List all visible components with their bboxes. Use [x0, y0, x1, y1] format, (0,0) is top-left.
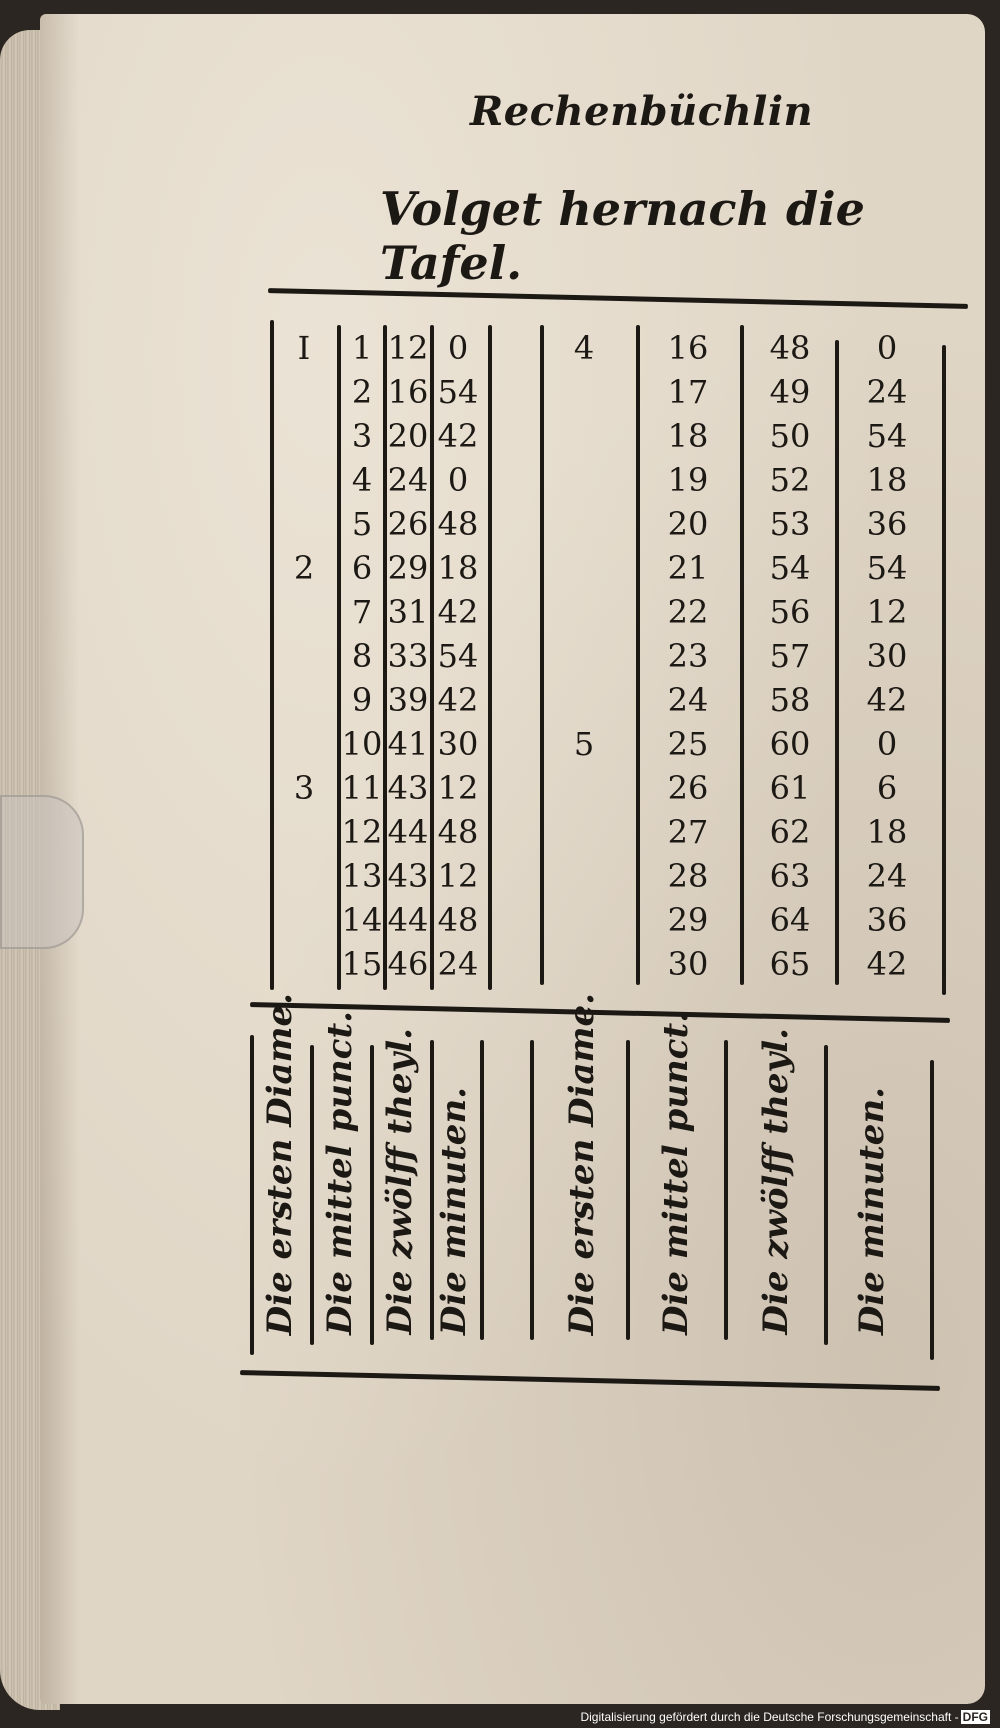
- table-cell: 3: [351, 417, 373, 455]
- table-cell: 9: [351, 681, 373, 719]
- table-cell: [548, 634, 620, 678]
- table-cell: 65: [769, 945, 811, 983]
- table-cell: 54: [866, 417, 908, 455]
- table-cell: 0: [447, 461, 469, 499]
- right-minuten-column: [845, 326, 929, 986]
- table-cell: 42: [437, 593, 479, 631]
- table-cell: 42: [866, 945, 908, 983]
- table-cell: 24: [667, 681, 709, 719]
- table-cell: 52: [769, 461, 811, 499]
- table-divider: [835, 340, 839, 985]
- table-cell: 17: [667, 373, 709, 411]
- left-mittel-column: [340, 326, 384, 986]
- left-diameter-column: [280, 326, 328, 986]
- table-cell: 54: [437, 373, 479, 411]
- table-cell: [280, 414, 328, 458]
- table-cell: 15: [341, 945, 383, 983]
- table-cell: [280, 634, 328, 678]
- right-diameter-column: [548, 326, 620, 986]
- table-cell: 12: [387, 329, 429, 367]
- table-cell: [280, 810, 328, 854]
- table-cell: 50: [769, 417, 811, 455]
- left-minuten-column: [432, 326, 484, 986]
- table-cell: 44: [387, 901, 429, 939]
- table-cell: 48: [437, 813, 479, 851]
- table-cell: 36: [866, 505, 908, 543]
- table-cell: 29: [667, 901, 709, 939]
- label-left-diameter: Die ersten Diame.: [260, 992, 300, 1335]
- table-cell: [548, 854, 620, 898]
- table-divider: [270, 320, 274, 990]
- table-cell: 4: [573, 329, 595, 367]
- table-cell: 2: [351, 373, 373, 411]
- table-cell: 18: [667, 417, 709, 455]
- table-cell: 12: [437, 857, 479, 895]
- table-cell: 20: [387, 417, 429, 455]
- table-cell: 60: [769, 725, 811, 763]
- table-cell: [548, 678, 620, 722]
- table-divider: [740, 325, 744, 985]
- table-cell: 30: [866, 637, 908, 675]
- table-cell: I: [297, 329, 311, 367]
- table-cell: [548, 942, 620, 986]
- table-cell: 22: [667, 593, 709, 631]
- table-cell: 25: [667, 725, 709, 763]
- table-cell: 54: [769, 549, 811, 587]
- table-cell: 30: [667, 945, 709, 983]
- table-cell: 24: [387, 461, 429, 499]
- column-labels: [0, 992, 1000, 1335]
- table-cell: 39: [387, 681, 429, 719]
- table-cell: 42: [437, 681, 479, 719]
- table-cell: 58: [769, 681, 811, 719]
- table-cell: 14: [341, 901, 383, 939]
- table-cell: 12: [866, 593, 908, 631]
- table-cell: [280, 458, 328, 502]
- table-divider: [942, 345, 946, 995]
- table-cell: 63: [769, 857, 811, 895]
- table-cell: 64: [769, 901, 811, 939]
- table-cell: 43: [387, 769, 429, 807]
- table-cell: 53: [769, 505, 811, 543]
- table-cell: 62: [769, 813, 811, 851]
- table-cell: 21: [667, 549, 709, 587]
- digitization-footer: [576, 1710, 994, 1724]
- table-cell: 26: [667, 769, 709, 807]
- table-cell: 4: [351, 461, 373, 499]
- table-cell: 18: [866, 813, 908, 851]
- table-cell: [548, 370, 620, 414]
- table-cell: 18: [437, 549, 479, 587]
- label-left-zwoelff: Die zwölff theyl.: [380, 1028, 420, 1335]
- table-cell: [548, 898, 620, 942]
- footer-text: Digitalisierung gefördert durch die Deutsche Forschungsgemeinschaft -: [580, 1710, 959, 1724]
- table-cell: [280, 942, 328, 986]
- table-cell: [280, 678, 328, 722]
- table-cell: 12: [437, 769, 479, 807]
- table-cell: 1: [351, 329, 373, 367]
- table-cell: 0: [876, 725, 898, 763]
- running-head: Rechenbüchlin: [470, 88, 814, 135]
- table-cell: [280, 854, 328, 898]
- table-cell: 16: [667, 329, 709, 367]
- table-cell: 33: [387, 637, 429, 675]
- table-cell: [280, 722, 328, 766]
- table-cell: 19: [667, 461, 709, 499]
- table-cell: 23: [667, 637, 709, 675]
- table-cell: 0: [447, 329, 469, 367]
- table-cell: 2: [293, 549, 315, 587]
- table-cell: [280, 502, 328, 546]
- table-cell: 24: [437, 945, 479, 983]
- dfg-logo: DFG: [962, 1710, 988, 1724]
- table-cell: 24: [866, 373, 908, 411]
- table-cell: [548, 546, 620, 590]
- table-cell: 3: [293, 769, 315, 807]
- table-cell: 11: [341, 769, 383, 807]
- table-cell: 49: [769, 373, 811, 411]
- table-cell: [280, 370, 328, 414]
- table-cell: 30: [437, 725, 479, 763]
- table-cell: 16: [387, 373, 429, 411]
- label-left-mittel: Die mittel punct.: [320, 1010, 360, 1335]
- table-cell: 24: [866, 857, 908, 895]
- table-cell: 48: [437, 505, 479, 543]
- table-cell: [548, 502, 620, 546]
- table-cell: [548, 590, 620, 634]
- table-cell: 46: [387, 945, 429, 983]
- table-cell: [548, 458, 620, 502]
- table-cell: 29: [387, 549, 429, 587]
- table-cell: 27: [667, 813, 709, 851]
- table-cell: 54: [866, 549, 908, 587]
- table-cell: 48: [437, 901, 479, 939]
- table-divider: [540, 325, 544, 985]
- table-cell: 44: [387, 813, 429, 851]
- table-cell: 8: [351, 637, 373, 675]
- table-cell: 36: [866, 901, 908, 939]
- table-cell: [548, 766, 620, 810]
- table-cell: [280, 590, 328, 634]
- table-cell: 61: [769, 769, 811, 807]
- table-cell: 12: [341, 813, 383, 851]
- label-left-minuten: Die minuten.: [434, 1086, 474, 1335]
- table-cell: 0: [876, 329, 898, 367]
- table-cell: 26: [387, 505, 429, 543]
- table-cell: 31: [387, 593, 429, 631]
- left-zwoelff-column: [385, 326, 431, 986]
- table-cell: 42: [437, 417, 479, 455]
- table-cell: 56: [769, 593, 811, 631]
- page-clip: [0, 795, 84, 949]
- table-cell: 5: [351, 505, 373, 543]
- table-divider: [488, 325, 492, 990]
- page-heading: Volget hernach die Tafel.: [380, 182, 865, 290]
- label-right-diameter: Die ersten Diame.: [562, 992, 602, 1335]
- right-zwoelff-column: [752, 326, 828, 986]
- table-cell: 42: [866, 681, 908, 719]
- table-cell: 43: [387, 857, 429, 895]
- label-right-zwoelff: Die zwölff theyl.: [756, 1028, 796, 1335]
- right-mittel-column: [648, 326, 728, 986]
- table-cell: 20: [667, 505, 709, 543]
- table-cell: 54: [437, 637, 479, 675]
- table-cell: [280, 898, 328, 942]
- table-cell: 18: [866, 461, 908, 499]
- table-cell: 57: [769, 637, 811, 675]
- label-right-minuten: Die minuten.: [852, 1086, 892, 1335]
- table-cell: 10: [341, 725, 383, 763]
- table-cell: 5: [573, 725, 595, 763]
- table-cell: 41: [387, 725, 429, 763]
- table-cell: 6: [351, 549, 373, 587]
- table-cell: [548, 414, 620, 458]
- table-divider: [636, 325, 640, 985]
- table-cell: 48: [769, 329, 811, 367]
- table-cell: 28: [667, 857, 709, 895]
- table-cell: 7: [351, 593, 373, 631]
- table-cell: 6: [876, 769, 898, 807]
- label-right-mittel: Die mittel punct.: [656, 1010, 696, 1335]
- table-cell: 13: [341, 857, 383, 895]
- table-cell: [548, 810, 620, 854]
